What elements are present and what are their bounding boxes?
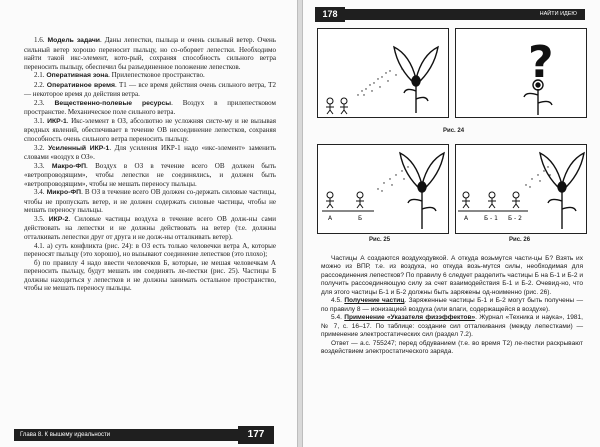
figure-caption: Рис. 26 [509, 237, 531, 243]
page-number: 177 [238, 426, 274, 444]
label-a: А [464, 215, 469, 222]
figure-caption: Рис. 24 [443, 128, 465, 134]
paragraph: 4.1. а) суть конфликта (рис. 24): в ОЗ есть только человечки ветра А, которые переносят пыльцу (это хорошо), но вызывают соединение лепестков (это плохо); [24, 241, 276, 259]
right-text-column [321, 255, 583, 356]
flower-illustration [318, 29, 448, 117]
left-page [0, 0, 298, 447]
page-number: 178 [315, 7, 345, 22]
paragraph: 3.5. ИКР-2. Силовые частицы воздуха в течение всего ОВ долж-ны сами действовать на лепестки и не должны действовать на ветер (т.е. должны отталкивать лепестки друг от друга и не долж-ны отталкивать ветер). [24, 214, 276, 242]
paragraph: 3.1. ИКР-1. Икс-элемент в ОЗ, абсолютно не усложняя систе-му и не вызывая вредных явлений, обеспечивает в течение ОВ несоединение лепестков, сохраняя способность очень сильного ветра переносить пыльцу. [24, 116, 276, 144]
paragraph: 3.4. Микро-ФП. В ОЗ в течение всего ОВ должен со-держать силовые частицы, чтобы не пропускать ветер, и не должен содержать силовые частицы, чтобы не мешать переносу пыльцы. [24, 188, 276, 215]
paragraph: 2.1. Оперативная зона. Прилепестковое пространство. [34, 71, 205, 80]
paragraph: 2.2. Оперативное время. Т1 — все время действия очень сильного ветра, Т2 — некоторое время до действия ветра. [24, 80, 276, 99]
label-b1: Б - 1 [484, 215, 498, 222]
paragraph: 3.3. Макро-ФП. Воздух в ОЗ в течение всего ОВ должен быть «ветропроводящим», чтобы лепестки не соединялись, и должен быть «ветропроводящим», чтобы не мешать переносу пыльцы. [24, 161, 276, 188]
section-title: НАЙТИ ИДЕЮ [539, 11, 577, 17]
label-b2: Б - 2 [508, 215, 522, 222]
paragraph: 4.5. Получение частиц. Заряженные частицы Б-1 и Б-2 могут быть получены — по правилу 8 — ионизацией воздуха (или влаги, содержащейся в воздухе). [321, 297, 583, 313]
figure-a-b1-b2 [455, 144, 587, 234]
paragraph: 3.2. Усиленный ИКР-1. Для усиления ИКР-1 надо «икс-элемент» заменить словами «воздух в ОЗ». [24, 143, 276, 162]
figure-a-b [317, 144, 449, 234]
chapter-title: Глава 8. К вышему идеальности [20, 432, 111, 438]
figure-caption: Рис. 25 [369, 237, 391, 243]
paragraph: 1.6. Модель задачи. Даны лепестки, пыльца и очень сильный ветер. Очень сильный ветер хорошо переносит пыльцу, но со-оборвет лепестки. Необходимо найти такой икс-элемент, кото-рый, сохраняя способность сильного ветра переносить пыльцу, обеспечил бы разъединенное положение лепестков. [24, 36, 276, 71]
paragraph: Ответ — а.с. 755247; перед обдуванием (т.е. во время Т2) ле-пестки раскрывают воздействием электростатического заряда. [321, 339, 583, 355]
paragraph: 5.4. Применение «Указателя физэффектов». Журнал «Техника и наука», 1981, № 7, с. 16–17. По таблице: создание сил отталкивания (между лепестками) — применение электростатических сил (раздел 7.2). [321, 314, 583, 339]
paragraph: Частицы А создаются воздуходувкой. А откуда возьмутся части-цы Б? Взять их можно из ВПР, т.е. из воздуха, но откуда возь-мутся силы, необходимая для рассоединения лепестков? По правилу 6 следует разделить частицы Б на Б-1 и Б-2 и получить рассоединяющую силу за счет взаимодействия Б-1 и Б-2. Очевид-но, что для этого частицы Б-1 и Б-2 должны быть заряжены од-ноименно (рис. 26). [321, 255, 583, 296]
paragraph: б) по правилу 4 надо ввести человечков Б, которые, не мешая человечкам А переносить пыльцу, будут мешать им соединять ле-пестки (рис. 25). Частицы Б должны находиться у лепестков и не должны занимать остальное пространство, чтобы не мешать переносу пыльцы. [24, 258, 276, 293]
page-header [315, 9, 585, 20]
question-mark: ? [528, 37, 554, 88]
label-a: А [328, 215, 333, 222]
figure-flower-wind [317, 28, 449, 118]
question-illustration [456, 29, 586, 117]
paragraph: 2.3. Вещественно-полевые ресурсы. Воздух в прилепестковом пространстве. Механическое поле сильного ветра. [24, 98, 276, 117]
right-page [302, 0, 600, 447]
figure-question [455, 28, 587, 118]
walkers-ab-illustration [318, 145, 448, 233]
label-b: Б [358, 215, 363, 222]
page-footer [14, 429, 274, 441]
walkers-ab1b2-illustration [456, 145, 586, 233]
left-text-column [24, 36, 276, 293]
